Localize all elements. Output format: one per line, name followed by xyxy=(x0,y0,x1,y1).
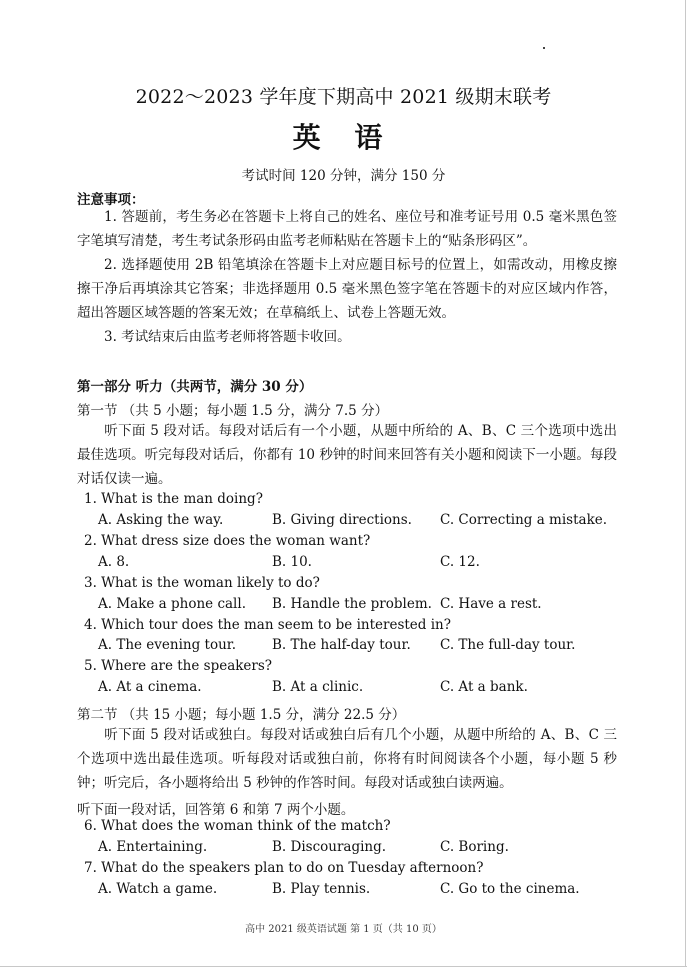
exam-title: 2022～2023 学年度下期高中 2021 级期末联考 xyxy=(135,86,552,108)
option-6b: B. Discouraging. xyxy=(272,839,387,855)
notice-heading: 注意事项： xyxy=(77,192,145,208)
dialogue-lead: 听下面一段对话，回答第 6 和第 7 两个小题。 xyxy=(77,802,355,818)
notice-item-1: 1. 答题前，考生务必在答题卡上将自己的姓名、座位号和准考证号用 0.5 毫米黑色签字笔填写清楚，考生考试条形码由监考老师粘贴在答题卡上的“贴条形码区”。 xyxy=(77,209,617,249)
option-6a: A. Entertaining. xyxy=(98,839,208,855)
option-5a: A. At a cinema. xyxy=(98,679,202,695)
page-edge-bottom xyxy=(0,966,687,967)
option-7c: C. Go to the cinema. xyxy=(440,881,580,897)
section1-instructions: 听下面 5 段对话。每段对话后有一个小题，从题中所给的 A、B、C 三个选项中选出最佳选项。听完每段对话后，你都有 10 秒钟的时间来回答有关小题和阅读下一小题。每段对话仅读一遍。 xyxy=(77,423,617,487)
section2-heading: 第二节 （共 15 小题；每小题 1.5 分，满分 22.5 分） xyxy=(77,707,406,723)
option-7a: A. Watch a game. xyxy=(98,881,218,897)
option-1a: A. Asking the way. xyxy=(98,512,224,528)
option-3a: A. Make a phone call. xyxy=(98,596,246,612)
option-3b: B. Handle the problem. xyxy=(272,596,432,612)
question-5: 5. Where are the speakers? xyxy=(84,658,273,674)
option-3c: C. Have a rest. xyxy=(440,596,542,612)
option-2c: C. 12. xyxy=(440,554,480,570)
option-4a: A. The evening tour. xyxy=(98,637,237,653)
question-7: 7. What do the speakers plan to do on Tuesday afternoon? xyxy=(84,860,484,876)
part1-heading: 第一部分 听力（共两节，满分 30 分） xyxy=(77,379,313,395)
option-1c: C. Correcting a mistake. xyxy=(440,512,608,528)
option-5c: C. At a bank. xyxy=(440,679,528,695)
question-2: 2. What dress size does the woman want? xyxy=(84,533,371,549)
notice-item-3: 3. 考试结束后由监考老师将答题卡收回。 xyxy=(104,329,351,345)
section1-heading: 第一节 （共 5 小题；每小题 1.5 分，满分 7.5 分） xyxy=(77,403,389,419)
notice-item-2: 2. 选择题使用 2B 铅笔填涂在答题卡上对应题目标号的位置上，如需改动，用橡皮擦擦干净后再填涂其它答案；非选择题用 0.5 毫米黑色签字笔在答题卡的对应区域内作答，超出答题区域答题的答案无效；在草稿纸上、试卷上答题无效。 xyxy=(77,257,617,321)
option-2a: A. 8. xyxy=(98,554,130,570)
option-4c: C. The full-day tour. xyxy=(440,637,576,653)
option-4b: B. The half-day tour. xyxy=(272,637,411,653)
scan-dot xyxy=(543,47,545,49)
option-6c: C. Boring. xyxy=(440,839,509,855)
option-2b: B. 10. xyxy=(272,554,312,570)
question-6: 6. What does the woman think of the match? xyxy=(84,818,391,834)
exam-info: 考试时间 120 分钟，满分 150 分 xyxy=(241,168,446,184)
question-3: 3. What is the woman likely to do? xyxy=(84,575,320,591)
option-5b: B. At a clinic. xyxy=(272,679,364,695)
question-1: 1. What is the man doing? xyxy=(84,491,263,507)
question-4: 4. Which tour does the man seem to be interested in? xyxy=(84,617,451,633)
page-footer: 高中 2021 级英语试题 第 1 页（共 10 页） xyxy=(245,924,442,935)
subject-title: 英 语 xyxy=(292,121,395,154)
option-1b: B. Giving directions. xyxy=(272,512,412,528)
option-7b: B. Play tennis. xyxy=(272,881,371,897)
section2-instructions: 听下面 5 段对话或独白。每段对话或独白后有几个小题，从题中所给的 A、B、C 三个选项中选出最佳选项。听每段对话或独白前，你将有时间阅读各个小题，每小题 5 秒钟；听完后，各小题将给出 5 秒钟的作答时间。每段对话或独白读两遍。 xyxy=(77,727,617,791)
